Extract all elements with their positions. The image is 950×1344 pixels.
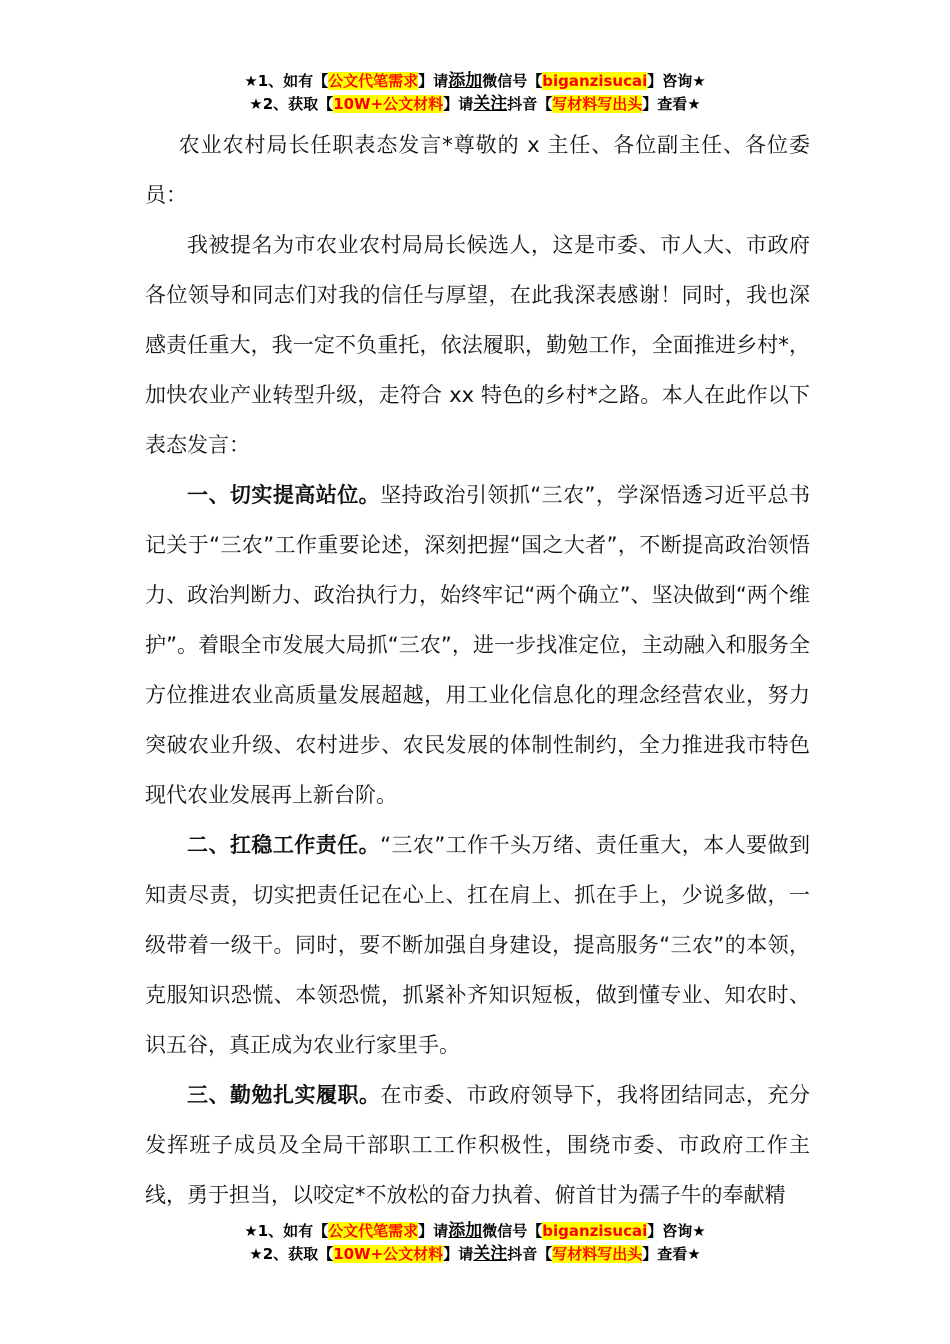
- banner-wechat-id: biganzisucai: [542, 1222, 648, 1240]
- banner-line-2: ★2、获取【10W+公文材料】请关注抖音【写材料写出头】查看★: [249, 1244, 701, 1264]
- section-1: [145, 470, 810, 820]
- section-2-heading: 二、扛稳工作责任。: [187, 833, 381, 857]
- section-1-body: 坚持政治引领抓“三农”，学深悟透习近平总书记关于“三农”工作重要论述，深刻把握“国之大者”，不断提高政治领悟力、政治判断力、政治执行力，始终牢记“两个确立”、坚决做到“两个维护”。着眼全市发展大局抓“三农”，进一步找准定位，主动融入和服务全方位推进农业高质量发展超越，用工业化信息化的理念经营农业，努力突破农业升级、农村进步、农民发展的体制性制约，全力推进我市特色现代农业发展再上新台阶。: [145, 483, 810, 807]
- paragraph-1: 我被提名为市农业农村局局长候选人，这是市委、市人大、市政府各位领导和同志们对我的信任与厚望，在此我深表感谢！同时，我也深感责任重大，我一定不负重托，依法履职，勤勉工作，全面推进乡村*，加快农业产业转型升级，走符合 xx 特色的乡村*之路。本人在此作以下表态发言：: [145, 233, 810, 457]
- banner-wechat-id: biganzisucai: [542, 72, 648, 90]
- intro-paragraph: 农业农村局长任职表态发言*尊敬的 x 主任、各位副主任、各位委员：: [145, 133, 810, 207]
- footer-banner: [0, 1220, 950, 1266]
- banner-highlight: 公文代笔需求: [328, 72, 419, 90]
- banner-line-1: ★1、如有【公文代笔需求】请添加微信号【biganzisucai】咨询★: [244, 71, 706, 91]
- banner-line-2: ★2、获取【10W+公文材料】请关注抖音【写材料写出头】查看★: [249, 94, 701, 114]
- banner-highlight: 公文代笔需求: [328, 1222, 419, 1240]
- section-3-body: 在市委、市政府领导下，我将团结同志，充分发挥班子成员及全局干部职工工作积极性，围绕市委、市政府工作主线，勇于担当，以咬定*不放松的奋力执着、俯首甘为孺子牛的奉献精: [145, 1083, 810, 1207]
- banner-highlight: 10W+公文材料: [333, 1245, 444, 1263]
- document-body: [145, 120, 810, 1220]
- banner-douyin-name: 写材料写出头: [552, 1245, 643, 1263]
- banner-line-1: ★1、如有【公文代笔需求】请添加微信号【biganzisucai】咨询★: [244, 1221, 706, 1241]
- section-2: [145, 820, 810, 1070]
- section-2-body: “三农”工作千头万绪、责任重大，本人要做到知责尽责，切实把责任记在心上、扛在肩上、抓在手上，少说多做，一级带着一级干。同时，要不断加强自身建设，提高服务“三农”的本领，克服知识恐慌、本领恐慌，抓紧补齐知识短板，做到懂专业、知农时、识五谷，真正成为农业行家里手。: [145, 833, 810, 1057]
- section-3: [145, 1070, 810, 1220]
- header-banner: [0, 70, 950, 116]
- section-3-heading: 三、勤勉扎实履职。: [187, 1083, 381, 1107]
- banner-highlight: 10W+公文材料: [333, 95, 444, 113]
- banner-douyin-name: 写材料写出头: [552, 95, 643, 113]
- section-1-heading: 一、切实提高站位。: [187, 483, 381, 507]
